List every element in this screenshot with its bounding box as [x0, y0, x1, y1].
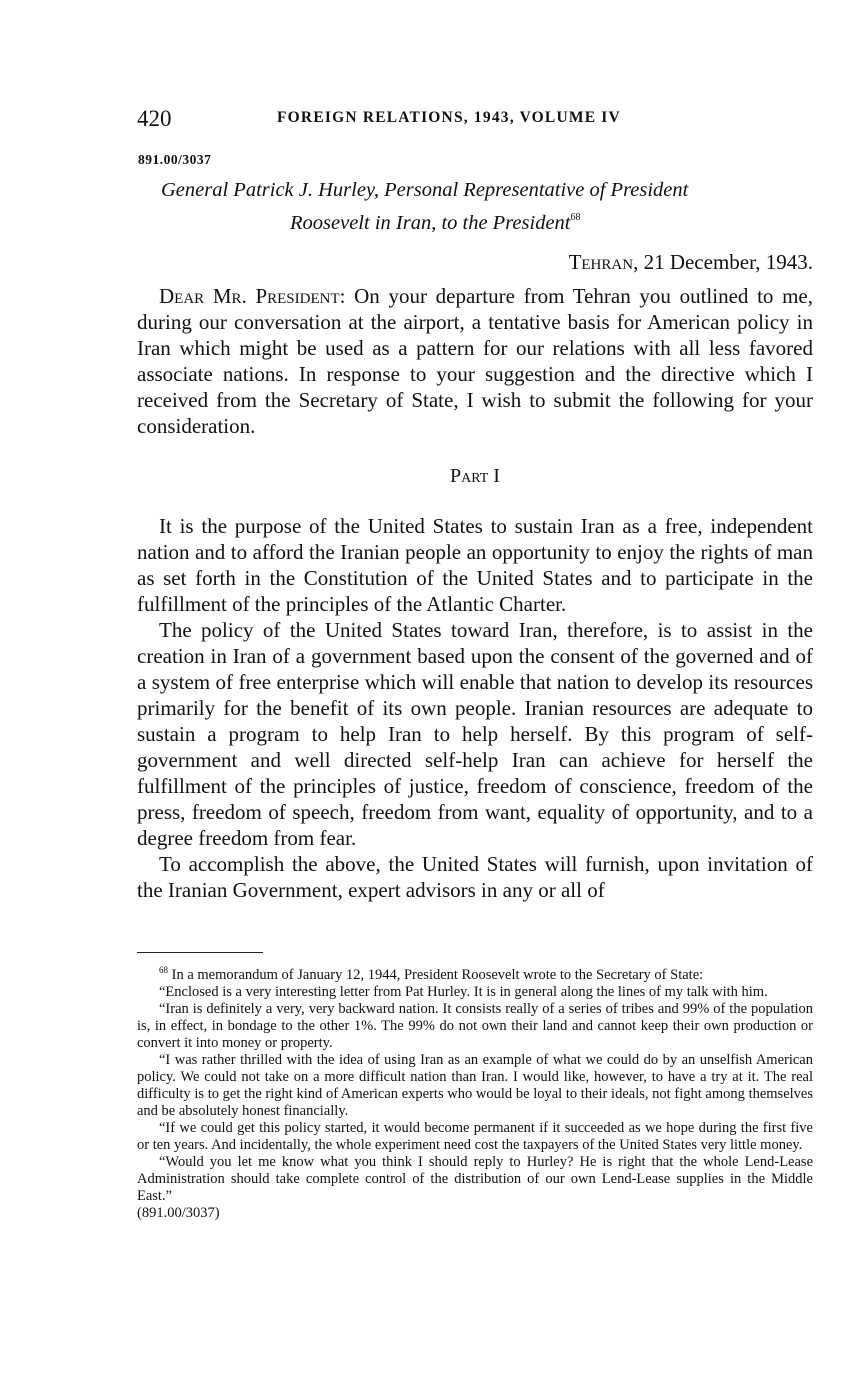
page-header	[137, 106, 813, 134]
footnote-lead-text: In a memorandum of January 12, 1944, President Roosevelt wrote to the Secretary of State:	[171, 967, 704, 983]
part-heading: Part I	[450, 465, 500, 487]
paragraph: The policy of the United States toward Iran, therefore, is to assist in the creation in Iran of a government based upon the consent of the governed and of a system of free enterprise which will enable that nation to develop its resources primarily for the benefit of its own people. Iranian resources are adequate to sustain a program to help Iran to help herself. By this program of self-government and well directed self-help Iran can achieve for herself the fulfillment of the principles of justice, freedom of conscience, freedom of the press, freedom of speech, freedom from want, equality of opportunity, and to a degree freedom from fear.	[137, 618, 813, 850]
salutation: Dear Mr. President	[159, 284, 340, 308]
letter-intro	[137, 283, 813, 439]
footnote-citation: (891.00/3037)	[137, 1205, 220, 1221]
footnote-quote: “Iran is definitely a very, very backward nation. It consists really of a series of tribes and 99% of the population is, in effect, in bondage to the other 1%. The 99% do not own their land and cannot keep their own production or convert it into money or property.	[137, 1001, 813, 1051]
letter-body	[137, 283, 813, 903]
footnote-rule	[137, 952, 263, 953]
document-id: 891.00/3037	[138, 152, 212, 167]
document-title	[137, 177, 813, 237]
title-line-1: General Patrick J. Hurley, Personal Representative of President	[161, 179, 689, 201]
intro-text: : On your departure from Tehran you outlined to me, during our conversation at the airport, a tentative basis for American policy in Iran which might be used as a pattern for our relations with all less favored associate nations. In response to your suggestion and the directive which I received from the Secretary of State, I wish to submit the following for your consideration.	[137, 284, 813, 438]
paragraph: To accomplish the above, the United States will furnish, upon invitation of the Iranian Government, expert advisors in any or all of	[137, 852, 813, 902]
footnote-quote: “Enclosed is a very interesting letter from Pat Hurley. It is in general along the lines of my talk with him.	[159, 984, 768, 1000]
footnotes	[137, 962, 813, 1222]
title-line-2	[137, 204, 813, 237]
footnote-quote: “I was rather thrilled with the idea of using Iran as an example of what we could do by an unselfish American policy. We could not take on a more difficult nation than Iran. I would like, however, to have a try at it. The real difficulty is to get the right kind of American experts who would be loyal to their ideals, not fight among themselves and be absolutely honest financially.	[137, 1052, 813, 1119]
running-head: FOREIGN RELATIONS, 1943, VOLUME IV	[277, 109, 621, 126]
dateline-place: Tehran	[568, 250, 634, 274]
footnote-ref: 68	[570, 212, 581, 223]
title-line-2-text: Roosevelt in Iran, to the President	[290, 212, 571, 234]
footnote-quote: “Would you let me know what you think I should reply to Hurley? He is right that the whole Lend-Lease Administration should take complete control of the distribution of our own Lend-Lease supplies in the Middle East.”	[137, 1154, 813, 1204]
footnote-quote: “If we could get this policy started, it would become permanent if it succeeded as we hope during the first five or ten years. And incidentally, the whole experiment need cost the taxpayers of the United States very little money.	[137, 1120, 813, 1153]
dateline	[569, 250, 813, 275]
paragraph: It is the purpose of the United States to sustain Iran as a free, independent nation and to afford the Iranian people an opportunity to enjoy the rights of man as set forth in the Constitution of the United States and to participate in the fulfillment of the principles of the Atlantic Charter.	[137, 514, 813, 616]
footnote-number: 68	[159, 965, 168, 975]
page-number: 420	[137, 106, 172, 131]
dateline-date: , 21 December, 1943.	[633, 250, 813, 274]
footnote-lead	[137, 962, 813, 984]
